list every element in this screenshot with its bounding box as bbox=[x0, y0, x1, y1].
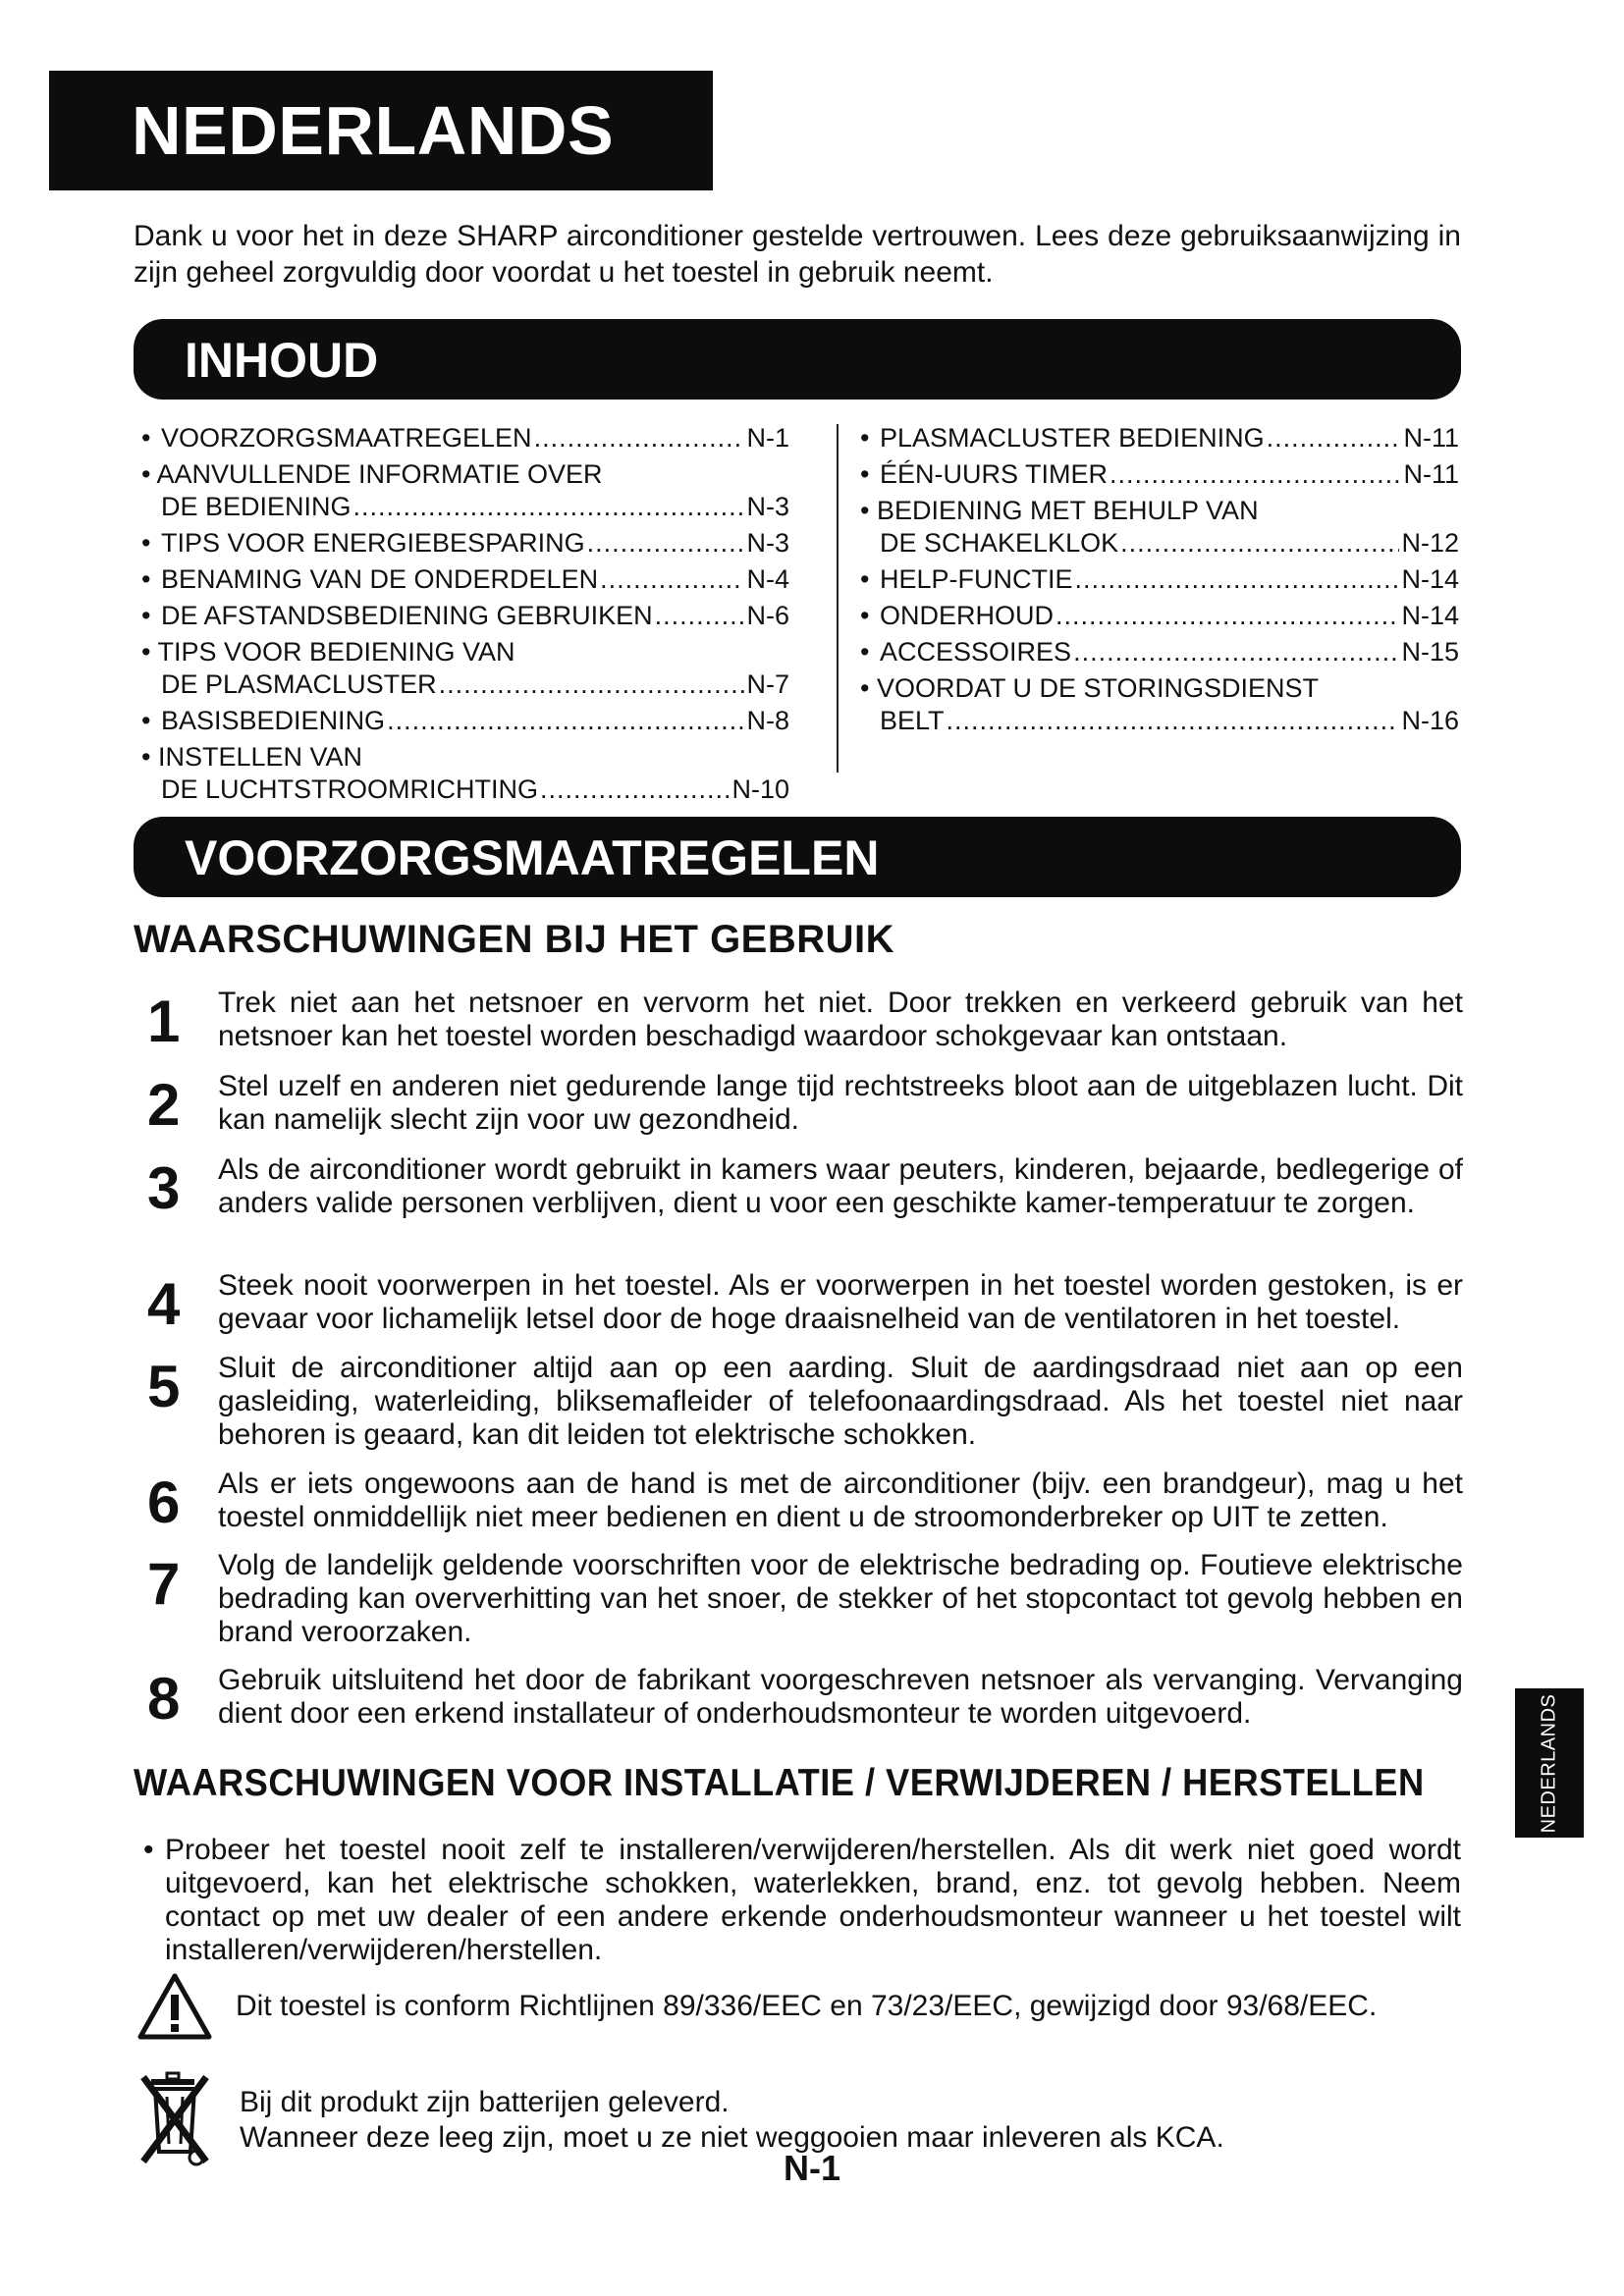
warning-item bbox=[147, 1549, 1463, 1649]
warning-number: 4 bbox=[147, 1271, 181, 1337]
warning-text: Steek nooit voorwerpen in het toestel. Als er voorwerpen in het toestel worden gestoken, is er gevaar voor lichamelijk letsel door de hoge draaisnelheid van de ventilatoren in het toestel. bbox=[218, 1269, 1463, 1335]
toc-item[interactable]: • ACCESSOIRES ..... N-15 bbox=[860, 636, 1459, 668]
warning-item bbox=[147, 1269, 1463, 1336]
toc-label: BASISBEDIENING bbox=[161, 706, 386, 735]
warning-triangle-icon bbox=[137, 1973, 212, 2040]
toc-label: VOORZORGSMAATREGELEN bbox=[161, 423, 532, 453]
toc-page: N-3 bbox=[746, 492, 789, 521]
toc-label: DE AFSTANDSBEDIENING GEBRUIKEN bbox=[161, 601, 653, 630]
toc-page: N-10 bbox=[731, 774, 789, 804]
toc-label-cont: DE LUCHTSTROOMRICHTING bbox=[161, 774, 538, 804]
toc-item[interactable]: • ÉÉN-UURS TIMER ..... N-11 bbox=[860, 458, 1459, 491]
warning-item bbox=[147, 1352, 1463, 1452]
toc-page: N-7 bbox=[746, 669, 789, 699]
eec-notice-text: Dit toestel is conform Richtlijnen 89/336/EEC en 73/23/EEC, gewijzigd door 93/68/EEC. bbox=[236, 1990, 1378, 2022]
intro-text: Dank u voor het in deze SHARP airconditioner gestelde vertrouwen. Lees deze gebruiksaanwijzing in zijn geheel zorgvuldig door voordat u het toestel in gebruik neemt. bbox=[134, 220, 1461, 289]
usage-warnings-heading: WAARSCHUWINGEN BIJ HET GEBRUIK bbox=[134, 918, 895, 961]
warning-item bbox=[147, 987, 1463, 1053]
install-warnings-heading: WAARSCHUWINGEN VOOR INSTALLATIE / VERWIJDEREN / HERSTELLEN bbox=[134, 1762, 1425, 1804]
toc-page: N-1 bbox=[746, 423, 789, 453]
warning-text: Sluit de airconditioner altijd aan op een aarding. Sluit de aardingsdraad niet aan op een gasleiding, waterleiding, bliksemafleider of telefoonaardingsdraad. Als het toestel niet naar behoren is geaard, kan dit leiden tot elektrische schokken. bbox=[218, 1352, 1463, 1451]
section-header-voorzorgsmaatregelen: VOORZORGSMAATREGELEN bbox=[134, 817, 1461, 897]
toc-item[interactable]: • HELP-FUNCTIE ..... N-14 bbox=[860, 563, 1459, 596]
toc-item[interactable]: • BEDIENING MET BEHULP VAN DE SCHAKELKLOK ..... N-12 bbox=[860, 495, 1459, 560]
battery-notice-line2: Wanneer deze leeg zijn, moet u ze niet weggooien maar inleveren als KCA. bbox=[240, 2121, 1224, 2154]
toc-label-cont: DE PLASMACLUSTER bbox=[161, 669, 437, 699]
warning-number: 7 bbox=[147, 1551, 181, 1617]
toc-item[interactable]: • TIPS VOOR BEDIENING VAN DE PLASMACLUSTER ..... N-7 bbox=[141, 636, 789, 701]
toc-page: N-3 bbox=[746, 528, 789, 558]
warning-number: 1 bbox=[147, 988, 181, 1054]
warning-number: 3 bbox=[147, 1155, 181, 1221]
toc-page: N-14 bbox=[1401, 601, 1459, 630]
warning-number: 8 bbox=[147, 1666, 181, 1732]
toc-item[interactable]: • ONDERHOUD ..... N-14 bbox=[860, 600, 1459, 632]
warning-text: Als de airconditioner wordt gebruikt in kamers waar peuters, kinderen, bejaarde, bedlegerige of anders valide personen verblijven, dient u voor een geschikte kamer-temperatuur te zorgen. bbox=[218, 1153, 1463, 1219]
toc-page: N-14 bbox=[1401, 564, 1459, 594]
toc-label-cont: DE BEDIENING bbox=[161, 492, 352, 521]
toc-label: TIPS VOOR BEDIENING VAN bbox=[157, 637, 515, 667]
toc-item[interactable]: • PLASMACLUSTER BEDIENING ..... N-11 bbox=[860, 422, 1459, 454]
toc-right-column bbox=[860, 422, 1459, 741]
warning-number: 6 bbox=[147, 1469, 181, 1535]
toc-page: N-11 bbox=[1403, 459, 1459, 489]
warning-text: Volg de landelijk geldende voorschriften voor de elektrische bedrading op. Foutieve elektrische bedrading kan oververhitting van het snoer, de stekker of het stopcontact tot gevolg hebben en brand veroorzaken. bbox=[218, 1549, 1463, 1648]
page-number: N-1 bbox=[783, 2148, 840, 2188]
toc-label: PLASMACLUSTER BEDIENING bbox=[880, 423, 1265, 453]
toc-label: INSTELLEN VAN bbox=[157, 742, 363, 772]
toc-item[interactable]: • BENAMING VAN DE ONDERDELEN ..... N-4 bbox=[141, 563, 789, 596]
toc-item[interactable]: • INSTELLEN VAN DE LUCHTSTROOMRICHTING ..... N-10 bbox=[141, 741, 789, 806]
toc-page: N-8 bbox=[746, 706, 789, 735]
warning-item bbox=[147, 1664, 1463, 1731]
warning-number: 2 bbox=[147, 1072, 181, 1138]
toc-item[interactable]: • AANVULLENDE INFORMATIE OVER DE BEDIENING ..... N-3 bbox=[141, 458, 789, 523]
toc-label: AANVULLENDE INFORMATIE OVER bbox=[156, 459, 603, 489]
toc-label-cont: BELT bbox=[880, 706, 945, 735]
install-warning-body: Probeer het toestel nooit zelf te installeren/verwijderen/herstellen. Als dit werk niet goed wordt uitgevoerd, kan het elektrische schokken, waterlekken, brand, enz. tot gevolg hebben. Neem contact op met uw dealer of een andere erkende onderhoudsmonteur wanneer u het toestel wilt installeren/verwijderen/herstellen. bbox=[165, 1834, 1461, 1966]
side-tab-label: NEDERLANDS bbox=[1538, 1693, 1560, 1833]
toc-divider bbox=[837, 424, 839, 773]
toc-label-cont: DE SCHAKELKLOK bbox=[880, 528, 1119, 558]
toc-page: N-6 bbox=[746, 601, 789, 630]
toc-page: N-4 bbox=[746, 564, 789, 594]
warning-item bbox=[147, 1153, 1463, 1220]
toc-label: ACCESSOIRES bbox=[880, 637, 1072, 667]
eec-notice bbox=[137, 1973, 1463, 2040]
toc-page: N-12 bbox=[1401, 528, 1459, 558]
toc-label: ÉÉN-UURS TIMER bbox=[880, 459, 1109, 489]
toc-item[interactable]: • VOORDAT U DE STORINGSDIENST BELT ..... N-16 bbox=[860, 672, 1459, 737]
warning-item bbox=[147, 1468, 1463, 1534]
toc-item[interactable]: • DE AFSTANDSBEDIENING GEBRUIKEN ..... N-6 bbox=[141, 600, 789, 632]
toc-page: N-16 bbox=[1401, 706, 1459, 735]
warning-item bbox=[147, 1070, 1463, 1137]
language-banner: NEDERLANDS bbox=[49, 71, 713, 190]
section-header-inhoud: INHOUD bbox=[134, 319, 1461, 400]
battery-notice-line1: Bij dit produkt zijn batterijen geleverd. bbox=[240, 2086, 730, 2118]
toc-label: BENAMING VAN DE ONDERDELEN bbox=[161, 564, 599, 594]
toc-item[interactable]: • TIPS VOOR ENERGIEBESPARING ..... N-3 bbox=[141, 527, 789, 560]
toc-label: TIPS VOOR ENERGIEBESPARING bbox=[161, 528, 585, 558]
toc-item[interactable]: • VOORZORGSMAATREGELEN ..... N-1 bbox=[141, 422, 789, 454]
toc-page: N-15 bbox=[1401, 637, 1459, 667]
warning-number: 5 bbox=[147, 1354, 181, 1419]
toc-item[interactable]: • BASISBEDIENING ..... N-8 bbox=[141, 705, 789, 737]
warning-text: Trek niet aan het netsnoer en vervorm het niet. Door trekken en verkeerd gebruik van het netsnoer kan het toestel worden beschadigd waardoor schokgevaar kan ontstaan. bbox=[218, 987, 1463, 1052]
language-side-tab bbox=[1515, 1688, 1584, 1838]
warning-text: Gebruik uitsluitend het door de fabrikant voorgeschreven netsnoer als vervanging. Vervanging dient door een erkend installateur of onderhoudsmonteur te worden uitgevoerd. bbox=[218, 1664, 1463, 1730]
toc-left-column bbox=[141, 422, 789, 810]
warning-text: Als er iets ongewoons aan de hand is met de airconditioner (bijv. een brandgeur), mag u het toestel onmiddellijk niet meer bedienen en dient u de stroomonderbreker op UIT te zetten. bbox=[218, 1468, 1463, 1533]
toc-page: N-11 bbox=[1403, 423, 1459, 453]
toc-label: BEDIENING MET BEHULP VAN bbox=[876, 496, 1259, 525]
warning-text: Stel uzelf en anderen niet gedurende lange tijd rechtstreeks bloot aan de uitgeblazen lucht. Dit kan namelijk slecht zijn voor uw gezondheid. bbox=[218, 1070, 1463, 1136]
toc-label: ONDERHOUD bbox=[880, 601, 1055, 630]
toc-label: HELP-FUNCTIE bbox=[880, 564, 1073, 594]
install-warning-text: • Probeer het toestel nooit zelf te installeren/verwijderen/herstellen. Als dit werk niet goed wordt uitgevoerd, kan het elektrische schokken, waterlekken, brand, enz. tot gevolg hebben. Neem contact op met uw dealer of een andere erkende onderhoudsmonteur wanneer u het toestel wilt installeren/verwijderen/herstellen. bbox=[143, 1834, 1461, 1966]
toc-label: VOORDAT U DE STORINGSDIENST bbox=[876, 673, 1320, 703]
